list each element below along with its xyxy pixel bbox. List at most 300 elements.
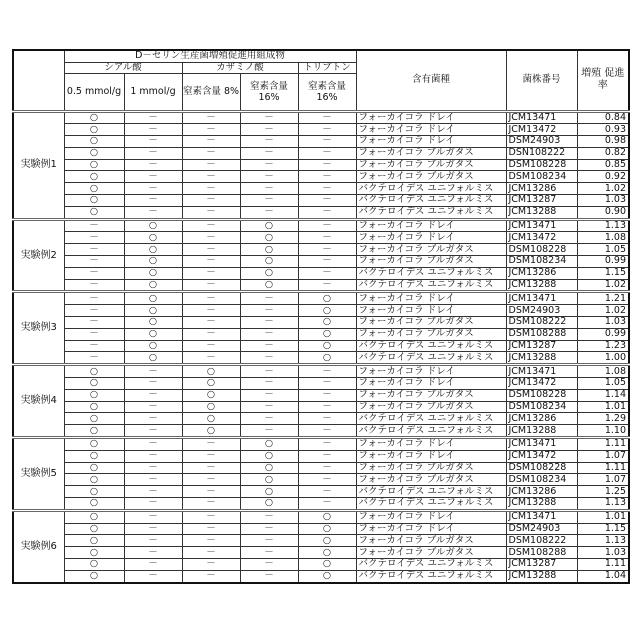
rate-cell: 1.13 xyxy=(577,535,629,547)
sub-header-tryptone-16: 窒素含量 16% xyxy=(298,73,356,111)
table-row xyxy=(13,292,629,305)
composition-mark: ○ xyxy=(240,486,298,498)
composition-mark: － xyxy=(182,317,240,329)
species-cell: バクテロイデス ユニフォルミス xyxy=(356,425,506,438)
composition-mark: － xyxy=(124,136,182,148)
composition-mark: ○ xyxy=(298,352,356,365)
composition-mark: － xyxy=(64,352,124,365)
composition-mark: － xyxy=(182,111,240,124)
species-cell: バクテロイデス ユニフォルミス xyxy=(356,206,506,219)
composition-mark: ○ xyxy=(64,136,124,148)
composition-mark: － xyxy=(64,256,124,268)
composition-mark: － xyxy=(298,244,356,256)
composition-mark: － xyxy=(298,425,356,438)
species-cell: フォーカイコラ ブルガタス xyxy=(356,244,506,256)
strain-cell: JCM13287 xyxy=(506,195,577,207)
composition-mark: － xyxy=(124,206,182,219)
composition-mark: ○ xyxy=(64,378,124,390)
composition-mark: ○ xyxy=(64,389,124,401)
composition-mark: － xyxy=(124,498,182,511)
composition-mark: － xyxy=(182,219,240,232)
composition-mark: － xyxy=(182,171,240,183)
rate-cell: 1.05 xyxy=(577,378,629,390)
species-cell: フォーカイコラ ドレイ xyxy=(356,378,506,390)
composition-mark: － xyxy=(240,111,298,124)
species-cell: フォーカイコラ ブルガタス xyxy=(356,474,506,486)
strain-cell: JCM13288 xyxy=(506,498,577,511)
table-row xyxy=(13,425,629,438)
composition-mark: ○ xyxy=(240,244,298,256)
tryptone-header: トリプトン xyxy=(298,62,356,73)
composition-mark: ○ xyxy=(240,219,298,232)
composition-mark: － xyxy=(240,305,298,317)
rate-cell: 0.99 xyxy=(577,256,629,268)
table-row xyxy=(13,535,629,547)
composition-mark: － xyxy=(124,547,182,559)
composition-mark: － xyxy=(64,279,124,292)
rate-cell: 1.08 xyxy=(577,232,629,244)
table-row xyxy=(13,365,629,378)
species-cell: フォーカイコラ ブルガタス xyxy=(356,462,506,474)
composition-mark: － xyxy=(124,462,182,474)
composition-mark: － xyxy=(182,474,240,486)
species-cell: フォーカイコラ ドレイ xyxy=(356,510,506,523)
composition-mark: － xyxy=(240,389,298,401)
table-row xyxy=(13,328,629,340)
composition-mark: ○ xyxy=(124,256,182,268)
composition-mark: － xyxy=(182,438,240,451)
composition-mark: － xyxy=(124,111,182,124)
experiment-label: 実験例3 xyxy=(13,292,64,365)
composition-mark: － xyxy=(298,498,356,511)
strain-cell: DSM108222 xyxy=(506,535,577,547)
species-cell: フォーカイコラ ブルガタス xyxy=(356,535,506,547)
rate-cell: 1.07 xyxy=(577,450,629,462)
composition-mark: ○ xyxy=(182,401,240,413)
composition-mark: ○ xyxy=(64,195,124,207)
composition-mark: － xyxy=(240,413,298,425)
species-cell: フォーカイコラ ドレイ xyxy=(356,438,506,451)
rate-cell: 1.15 xyxy=(577,523,629,535)
composition-mark: － xyxy=(182,195,240,207)
composition-mark: ○ xyxy=(64,206,124,219)
composition-mark: ○ xyxy=(64,486,124,498)
composition-mark: － xyxy=(124,535,182,547)
composition-mark: ○ xyxy=(182,413,240,425)
composition-mark: － xyxy=(182,328,240,340)
composition-header: D－セリン生産菌増殖促進用組成物 xyxy=(64,50,356,62)
species-cell: バクテロイデス ユニフォルミス xyxy=(356,352,506,365)
strain-cell: DSM24903 xyxy=(506,523,577,535)
composition-mark: － xyxy=(240,523,298,535)
composition-mark: － xyxy=(182,486,240,498)
composition-mark: － xyxy=(182,292,240,305)
rate-cell: 1.01 xyxy=(577,401,629,413)
strain-cell: DSM108228 xyxy=(506,389,577,401)
strain-cell: JCM13472 xyxy=(506,450,577,462)
table-row xyxy=(13,486,629,498)
species-cell: フォーカイコラ ドレイ xyxy=(356,136,506,148)
strain-cell: DSM108228 xyxy=(506,244,577,256)
composition-mark: － xyxy=(298,413,356,425)
table-row xyxy=(13,111,629,124)
table-row xyxy=(13,510,629,523)
strain-cell: DSM108222 xyxy=(506,317,577,329)
composition-mark: ○ xyxy=(182,365,240,378)
species-cell: フォーカイコラ ブルガタス xyxy=(356,328,506,340)
table-row xyxy=(13,183,629,195)
rate-cell: 1.03 xyxy=(577,195,629,207)
composition-mark: － xyxy=(124,413,182,425)
composition-mark: － xyxy=(182,159,240,171)
table-row xyxy=(13,124,629,136)
rate-cell: 1.02 xyxy=(577,183,629,195)
composition-mark: － xyxy=(182,498,240,511)
strain-cell: JCM13287 xyxy=(506,340,577,352)
rate-cell: 1.21 xyxy=(577,292,629,305)
composition-mark: ○ xyxy=(124,232,182,244)
table-row xyxy=(13,232,629,244)
composition-mark: － xyxy=(124,558,182,570)
composition-mark: － xyxy=(240,124,298,136)
species-cell: フォーカイコラ ドレイ xyxy=(356,365,506,378)
composition-mark: ○ xyxy=(124,340,182,352)
composition-mark: － xyxy=(124,523,182,535)
species-cell: バクテロイデス ユニフォルミス xyxy=(356,279,506,292)
composition-mark: ○ xyxy=(298,510,356,523)
species-cell: フォーカイコラ ブルガタス xyxy=(356,317,506,329)
composition-mark: ○ xyxy=(298,547,356,559)
composition-mark: ○ xyxy=(124,219,182,232)
composition-mark: ○ xyxy=(124,267,182,279)
composition-mark: － xyxy=(182,267,240,279)
composition-mark: － xyxy=(124,486,182,498)
composition-mark: ○ xyxy=(240,438,298,451)
rate-cell: 0.85 xyxy=(577,159,629,171)
experiment-label: 実験例5 xyxy=(13,438,64,511)
composition-mark: － xyxy=(124,510,182,523)
composition-mark: － xyxy=(182,183,240,195)
strain-cell: JCM13471 xyxy=(506,292,577,305)
composition-mark: － xyxy=(240,340,298,352)
table-row xyxy=(13,195,629,207)
composition-mark: ○ xyxy=(124,292,182,305)
composition-mark: － xyxy=(182,523,240,535)
strain-cell: DSM108228 xyxy=(506,462,577,474)
table-row xyxy=(13,401,629,413)
species-cell: フォーカイコラ ドレイ xyxy=(356,292,506,305)
rate-cell: 1.00 xyxy=(577,352,629,365)
species-cell: バクテロイデス ユニフォルミス xyxy=(356,413,506,425)
table-row xyxy=(13,462,629,474)
composition-mark: － xyxy=(298,438,356,451)
composition-mark: － xyxy=(240,558,298,570)
composition-mark: － xyxy=(240,183,298,195)
composition-mark: － xyxy=(240,510,298,523)
rate-cell: 1.14 xyxy=(577,389,629,401)
composition-mark: － xyxy=(124,450,182,462)
composition-mark: － xyxy=(240,171,298,183)
composition-mark: － xyxy=(182,305,240,317)
table-row xyxy=(13,498,629,511)
strain-cell: DSM108234 xyxy=(506,256,577,268)
table-row xyxy=(13,136,629,148)
composition-mark: ○ xyxy=(64,558,124,570)
strain-cell: JCM13471 xyxy=(506,510,577,523)
composition-mark: － xyxy=(182,136,240,148)
composition-mark: － xyxy=(124,570,182,582)
composition-mark: － xyxy=(182,279,240,292)
composition-mark: ○ xyxy=(298,570,356,582)
strain-cell: JCM13288 xyxy=(506,279,577,292)
composition-mark: ○ xyxy=(124,279,182,292)
composition-mark: － xyxy=(298,365,356,378)
composition-mark: － xyxy=(298,171,356,183)
species-cell: バクテロイデス ユニフォルミス xyxy=(356,570,506,582)
strain-cell: JCM13471 xyxy=(506,438,577,451)
rate-cell: 1.10 xyxy=(577,425,629,438)
composition-mark: ○ xyxy=(64,474,124,486)
strain-cell: JCM13288 xyxy=(506,206,577,219)
composition-mark: ○ xyxy=(124,352,182,365)
composition-mark: ○ xyxy=(298,523,356,535)
composition-mark: － xyxy=(124,438,182,451)
composition-mark: － xyxy=(240,365,298,378)
composition-mark: ○ xyxy=(64,535,124,547)
composition-mark: － xyxy=(298,111,356,124)
table-row xyxy=(13,256,629,268)
composition-mark: － xyxy=(240,352,298,365)
rate-cell: 0.98 xyxy=(577,136,629,148)
casamino-acid-header: カザミノ酸 xyxy=(182,62,298,73)
composition-mark: － xyxy=(298,401,356,413)
table-row xyxy=(13,352,629,365)
strain-cell: DSM108234 xyxy=(506,401,577,413)
composition-mark: － xyxy=(64,244,124,256)
composition-mark: ○ xyxy=(298,535,356,547)
composition-mark: － xyxy=(182,510,240,523)
rate-cell: 0.92 xyxy=(577,171,629,183)
composition-mark: － xyxy=(182,547,240,559)
rate-cell: 0.84 xyxy=(577,111,629,124)
table-row xyxy=(13,219,629,232)
composition-mark: － xyxy=(182,450,240,462)
rate-cell: 1.04 xyxy=(577,570,629,582)
composition-mark: ○ xyxy=(298,328,356,340)
sub-header-sialic-0.5: 0.5 mmol/g xyxy=(64,73,124,111)
composition-mark: － xyxy=(182,462,240,474)
species-cell: フォーカイコラ ブルガタス xyxy=(356,171,506,183)
composition-mark: ○ xyxy=(298,558,356,570)
composition-mark: ○ xyxy=(124,244,182,256)
composition-mark: ○ xyxy=(64,570,124,582)
table-row xyxy=(13,317,629,329)
composition-mark: ○ xyxy=(64,498,124,511)
results-table xyxy=(12,49,630,584)
composition-mark: ○ xyxy=(64,401,124,413)
species-cell: フォーカイコラ ブルガタス xyxy=(356,389,506,401)
composition-mark: － xyxy=(124,124,182,136)
composition-mark: ○ xyxy=(64,438,124,451)
experiment-label: 実験例6 xyxy=(13,510,64,582)
composition-mark: － xyxy=(298,279,356,292)
species-cell: バクテロイデス ユニフォルミス xyxy=(356,195,506,207)
composition-mark: ○ xyxy=(298,317,356,329)
strain-cell: JCM13287 xyxy=(506,558,577,570)
table-row xyxy=(13,438,629,451)
composition-mark: ○ xyxy=(64,147,124,159)
species-cell: フォーカイコラ ブルガタス xyxy=(356,159,506,171)
strain-cell: DSM108288 xyxy=(506,547,577,559)
table-row xyxy=(13,474,629,486)
composition-mark: － xyxy=(240,547,298,559)
composition-mark: － xyxy=(64,232,124,244)
composition-mark: ○ xyxy=(240,256,298,268)
sialic-acid-header: シアル酸 xyxy=(64,62,182,73)
experiment-label: 実験例1 xyxy=(13,111,64,219)
composition-mark: ○ xyxy=(64,365,124,378)
composition-mark: － xyxy=(240,570,298,582)
table-row xyxy=(13,523,629,535)
strain-cell: DSM108234 xyxy=(506,171,577,183)
composition-mark: － xyxy=(124,159,182,171)
strain-cell: JCM13471 xyxy=(506,219,577,232)
composition-mark: ○ xyxy=(240,279,298,292)
composition-mark: ○ xyxy=(240,462,298,474)
strain-cell: JCM13471 xyxy=(506,111,577,124)
composition-mark: － xyxy=(298,378,356,390)
results-body xyxy=(13,111,629,583)
strain-cell: JCM13288 xyxy=(506,425,577,438)
species-cell: バクテロイデス ユニフォルミス xyxy=(356,486,506,498)
composition-mark: － xyxy=(124,389,182,401)
species-header: 含有菌種 xyxy=(356,50,506,111)
composition-mark: ○ xyxy=(240,232,298,244)
composition-mark: － xyxy=(182,232,240,244)
rate-cell: 0.99 xyxy=(577,328,629,340)
strain-header: 菌株番号 xyxy=(506,50,577,111)
composition-mark: － xyxy=(182,558,240,570)
strain-cell: JCM13472 xyxy=(506,378,577,390)
composition-mark: － xyxy=(298,159,356,171)
species-cell: フォーカイコラ ドレイ xyxy=(356,232,506,244)
table-row xyxy=(13,159,629,171)
composition-mark: ○ xyxy=(64,425,124,438)
composition-mark: － xyxy=(124,365,182,378)
composition-mark: － xyxy=(182,206,240,219)
strain-cell: DSM24903 xyxy=(506,136,577,148)
strain-cell: DSM108228 xyxy=(506,159,577,171)
composition-mark: － xyxy=(298,450,356,462)
composition-mark: － xyxy=(124,425,182,438)
rate-cell: 1.11 xyxy=(577,438,629,451)
composition-mark: ○ xyxy=(64,183,124,195)
composition-mark: ○ xyxy=(64,462,124,474)
species-cell: フォーカイコラ ブルガタス xyxy=(356,547,506,559)
rate-cell: 1.03 xyxy=(577,317,629,329)
composition-mark: ○ xyxy=(64,111,124,124)
species-cell: フォーカイコラ ドレイ xyxy=(356,450,506,462)
composition-mark: ○ xyxy=(182,389,240,401)
table-row xyxy=(13,558,629,570)
composition-mark: － xyxy=(298,124,356,136)
composition-mark: ○ xyxy=(240,450,298,462)
species-cell: バクテロイデス ユニフォルミス xyxy=(356,498,506,511)
table-row xyxy=(13,147,629,159)
strain-cell: JCM13286 xyxy=(506,486,577,498)
sub-header-sialic-1: 1 mmol/g xyxy=(124,73,182,111)
table-row xyxy=(13,450,629,462)
composition-mark: － xyxy=(64,305,124,317)
composition-mark: － xyxy=(298,183,356,195)
composition-mark: － xyxy=(124,401,182,413)
species-cell: フォーカイコラ ドレイ xyxy=(356,305,506,317)
composition-mark: － xyxy=(124,147,182,159)
composition-mark: － xyxy=(298,147,356,159)
corner-cell xyxy=(13,50,64,111)
composition-mark: ○ xyxy=(64,159,124,171)
composition-mark: － xyxy=(298,256,356,268)
composition-mark: － xyxy=(298,462,356,474)
table-row xyxy=(13,340,629,352)
composition-mark: ○ xyxy=(64,547,124,559)
composition-mark: － xyxy=(298,389,356,401)
composition-mark: ○ xyxy=(64,450,124,462)
composition-mark: ○ xyxy=(64,171,124,183)
composition-mark: ○ xyxy=(240,474,298,486)
table-row xyxy=(13,206,629,219)
composition-mark: ○ xyxy=(64,523,124,535)
species-cell: フォーカイコラ ブルガタス xyxy=(356,147,506,159)
species-cell: フォーカイコラ ドレイ xyxy=(356,111,506,124)
rate-cell: 1.11 xyxy=(577,558,629,570)
rate-cell: 1.13 xyxy=(577,219,629,232)
composition-mark: ○ xyxy=(64,413,124,425)
table-row xyxy=(13,244,629,256)
species-cell: フォーカイコラ ドレイ xyxy=(356,523,506,535)
composition-mark: － xyxy=(124,378,182,390)
rate-cell: 1.29 xyxy=(577,413,629,425)
strain-cell: JCM13472 xyxy=(506,232,577,244)
composition-mark: － xyxy=(240,206,298,219)
rate-cell: 1.07 xyxy=(577,474,629,486)
rate-cell: 1.23 xyxy=(577,340,629,352)
composition-mark: － xyxy=(240,378,298,390)
composition-mark: － xyxy=(182,256,240,268)
composition-mark: － xyxy=(64,340,124,352)
rate-cell: 1.08 xyxy=(577,365,629,378)
table-row xyxy=(13,378,629,390)
table-row xyxy=(13,547,629,559)
strain-cell: JCM13472 xyxy=(506,124,577,136)
composition-mark: － xyxy=(240,317,298,329)
strain-cell: JCM13286 xyxy=(506,267,577,279)
rate-cell: 1.15 xyxy=(577,267,629,279)
experiment-label: 実験例2 xyxy=(13,219,64,292)
species-cell: バクテロイデス ユニフォルミス xyxy=(356,558,506,570)
composition-mark: － xyxy=(124,195,182,207)
rate-cell: 1.11 xyxy=(577,462,629,474)
composition-mark: － xyxy=(298,232,356,244)
composition-mark: － xyxy=(182,244,240,256)
composition-mark: － xyxy=(240,401,298,413)
species-cell: フォーカイコラ ドレイ xyxy=(356,219,506,232)
rate-cell: 1.25 xyxy=(577,486,629,498)
composition-mark: － xyxy=(182,570,240,582)
composition-mark: － xyxy=(240,195,298,207)
table-row xyxy=(13,267,629,279)
composition-mark: － xyxy=(64,292,124,305)
